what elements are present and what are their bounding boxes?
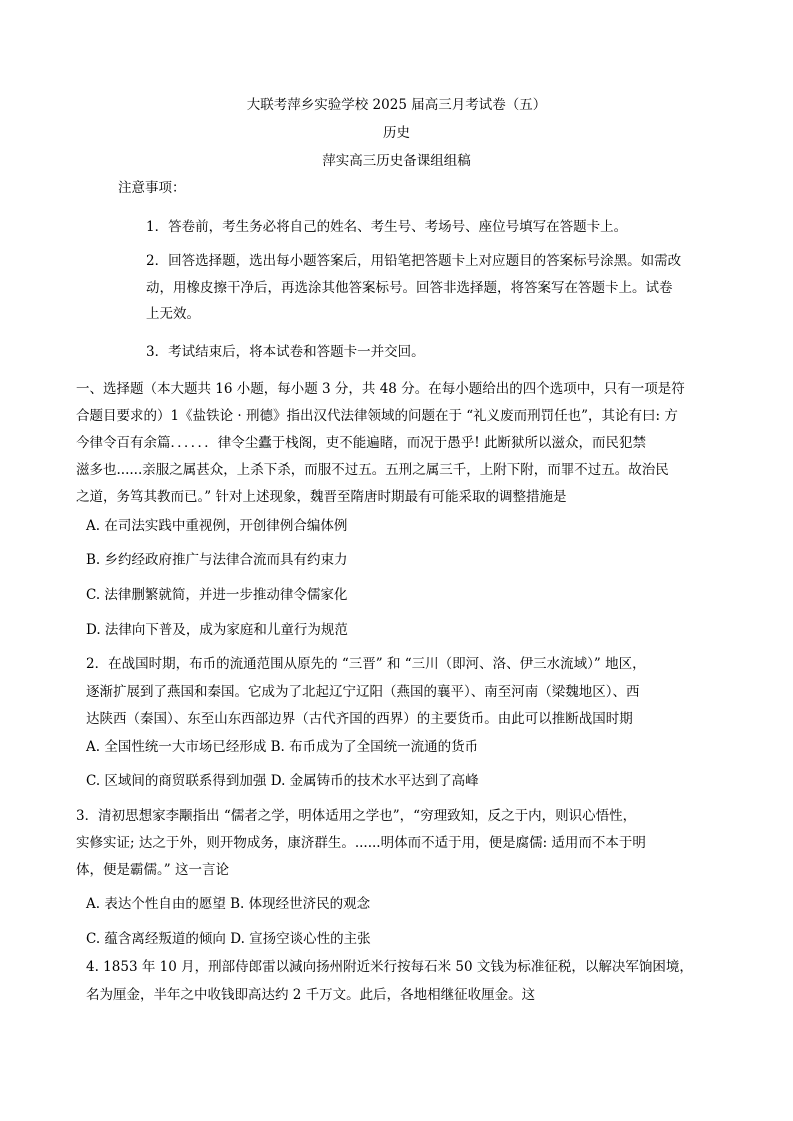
notice-item-1: 1．答卷前，考生务必将自己的姓名、考生号、考场号、座位号填写在答题卡上。	[146, 219, 628, 235]
q3-line-3: 体，便是霸儒。” 这一言论	[76, 862, 229, 878]
q2-line-3: 达陕西（秦国）、东至山东西部边界（古代齐国的西界）的主要货币。由此可以推断战国时期	[86, 711, 633, 727]
q1-option-b: B. 乡约经政府推广与法律合流而具有约束力	[86, 552, 348, 568]
q3-line-2: 实修实证; 达之于外，则开物成务，康济群生。......明体而不适于用，便是腐儒: 适用而不本于明	[76, 835, 646, 851]
section1-line-1: 一、选择题（本大题共 16 小题，每小题 3 分，共 48 分。在每小题给出的四个选项中，只有一项是符	[76, 381, 685, 397]
q3-options-ab: A. 表达个性自由的愿望 B. 体现经世济民的观念	[86, 896, 371, 912]
q2-line-1: 2．在战国时期，布币的流通范围从原先的 “三晋” 和 “三川（即河、洛、伊三水流域）” 地区，	[86, 656, 646, 672]
section1-line-5: 之道，务笃其教而已。” 针对上述现象，魏晋至隋唐时期最有可能采取的调整措施是	[76, 489, 567, 505]
q4-line-1: 4. 1853 年 10 月，刑部侍郎雷以減向扬州附近米行按每石米 50 文钱为标准征税，以解决军饷困境，	[86, 959, 693, 975]
q2-line-2: 逐渐扩展到了燕国和秦国。它成为了北起辽宁辽阳（燕国的襄平）、南至河南（梁魏地区）、西	[86, 684, 640, 700]
section1-line-3: 今律令百有余篇．．．．．．律令尘蠹于栈阁，吏不能遍睹，而况于愚乎! 此断狱所以滋众，而民犯禁	[76, 435, 646, 451]
notice-item-2-line-3: 上无效。	[146, 306, 200, 322]
section1-line-4: 滋多也......亲服之属甚众，上杀下杀，而服不过五。五刑之属三千，上附下附，而罪不过五。故治民	[76, 462, 669, 478]
exam-title: 大联考萍乡实验学校 2025 届高三月考试卷（五）	[246, 97, 547, 113]
notice-item-2-line-1: 2．回答选择题，选出每小题答案后，用铅笔把答题卡上对应题目的答案标号涂黑。如需改	[146, 253, 682, 269]
q3-line-1: 3．清初思想家李颙指出 “儒者之学，明体适用之学也”，“穷理致知，反之于内，则识心悟性，	[76, 808, 637, 824]
q1-option-d: D. 法律向下普及，成为家庭和儿童行为规范	[86, 622, 348, 638]
q1-option-c: C. 法律删繁就简，并进一步推动律令儒家化	[86, 587, 348, 603]
section1-line-2: 合题目要求的）1《盐铁论 · 刑德》指出汉代法律领域的问题在于 “礼义废而刑罚任也”，其论有曰: 方	[76, 408, 678, 424]
q1-option-a: A. 在司法实践中重视例，开创律例合编体例	[86, 518, 348, 534]
q3-options-cd: C. 蕴含离经叛道的倾向 D. 宣扬空谈心性的主张	[86, 931, 371, 947]
author-line: 萍实高三历史备课组组稿	[322, 153, 471, 169]
q4-line-2: 名为厘金，半年之中收钱即高达约 2 千万文。此后，各地相继征收厘金。这	[86, 987, 536, 1003]
subject-title: 历史	[383, 125, 410, 141]
q2-options-ab: A. 全国性统一大市场已经形成 B. 布币成为了全国统一流通的货币	[86, 739, 479, 755]
notice-item-2-line-2: 动，用橡皮擦干净后，再选涂其他答案标号。回答非选择题，将答案写在答题卡上。试卷	[146, 280, 673, 296]
notice-heading: 注意事项：	[118, 180, 186, 196]
notice-item-3: 3．考试结束后，将本试卷和答题卡一并交回。	[146, 344, 425, 360]
q2-options-cd: C. 区域间的商贸联系得到加强 D. 金属铸币的技术水平达到了高峰	[86, 773, 479, 789]
